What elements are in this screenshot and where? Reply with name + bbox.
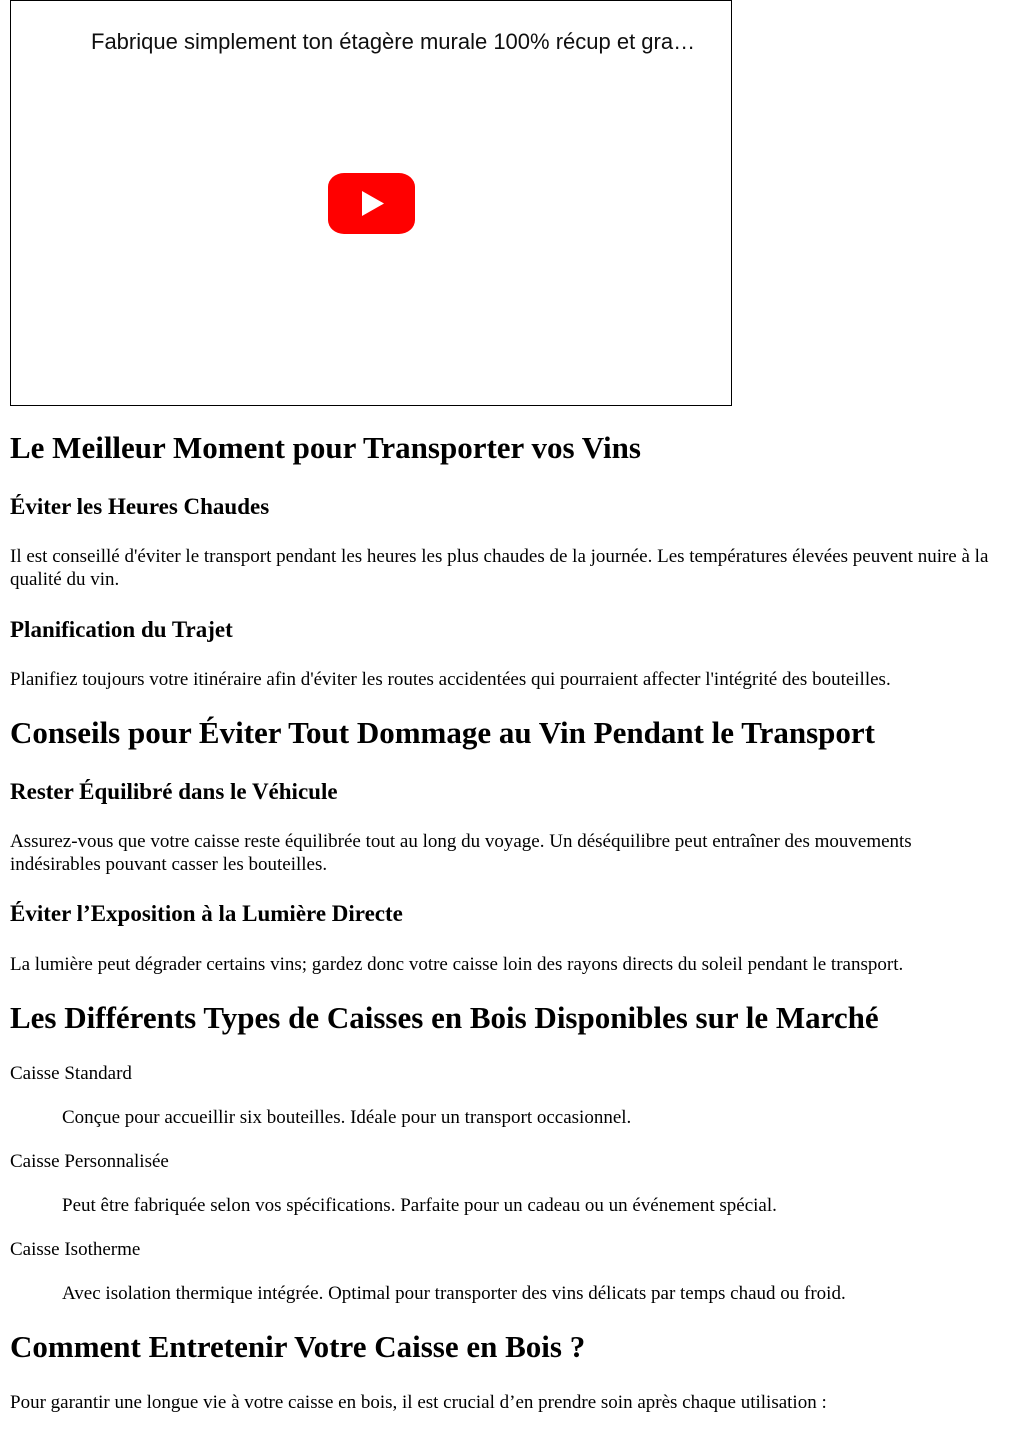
youtube-embed[interactable] (10, 0, 732, 406)
paragraph-trip-planning: Planifiez toujours votre itinéraire afin d'éviter les routes accidentées qui pourraient affecter l'intégrité des bouteilles. (10, 669, 891, 690)
definition-term-isothermal: Caisse Isotherme (10, 1239, 141, 1260)
play-button[interactable] (328, 173, 415, 234)
section-heading-crate-types: Les Différents Types de Caisses en Bois Disponibles sur le Marché (10, 1000, 879, 1035)
paragraph-avoid-light: La lumière peut dégrader certains vins; gardez donc votre caisse loin des rayons directs du soleil pendant le transport. (10, 954, 904, 975)
subheading-stay-balanced: Rester Équilibré dans le Véhicule (10, 779, 338, 804)
paragraph-stay-balanced: Assurez-vous que votre caisse reste équilibrée tout au long du voyage. Un déséquilibre peut entraîner des mouvements indésirables pouvant casser les bouteilles. (10, 831, 912, 875)
article-content (10, 0, 1010, 1413)
definition-description-standard: Conçue pour accueillir six bouteilles. Idéale pour un transport occasionnel. (62, 1107, 632, 1128)
section-heading-avoid-damage: Conseils pour Éviter Tout Dommage au Vin Pendant le Transport (10, 715, 875, 750)
subheading-trip-planning: Planification du Trajet (10, 617, 233, 642)
definition-description-isothermal: Avec isolation thermique intégrée. Optimal pour transporter des vins délicats par temps chaud ou froid. (62, 1283, 846, 1304)
paragraph-avoid-hot-hours: Il est conseillé d'éviter le transport pendant les heures les plus chaudes de la journée. Les températures élevées peuvent nuire à la qualité du vin. (10, 546, 989, 590)
play-icon (328, 173, 415, 234)
definition-term-standard: Caisse Standard (10, 1063, 132, 1084)
section-heading-maintenance: Comment Entretenir Votre Caisse en Bois ? (10, 1329, 586, 1364)
subheading-avoid-hot-hours: Éviter les Heures Chaudes (10, 494, 270, 519)
definition-term-custom: Caisse Personnalisée (10, 1151, 169, 1172)
definition-description-custom: Peut être fabriquée selon vos spécifications. Parfaite pour un cadeau ou un événement spécial. (62, 1195, 777, 1216)
paragraph-maintenance: Pour garantir une longue vie à votre caisse en bois, il est crucial d’en prendre soin après chaque utilisation : (10, 1392, 827, 1413)
section-heading-best-moment: Le Meilleur Moment pour Transporter vos Vins (10, 430, 641, 465)
subheading-avoid-light: Éviter l’Exposition à la Lumière Directe (10, 901, 403, 926)
video-title[interactable]: Fabrique simplement ton étagère murale 100% récup et gra… (91, 29, 696, 54)
